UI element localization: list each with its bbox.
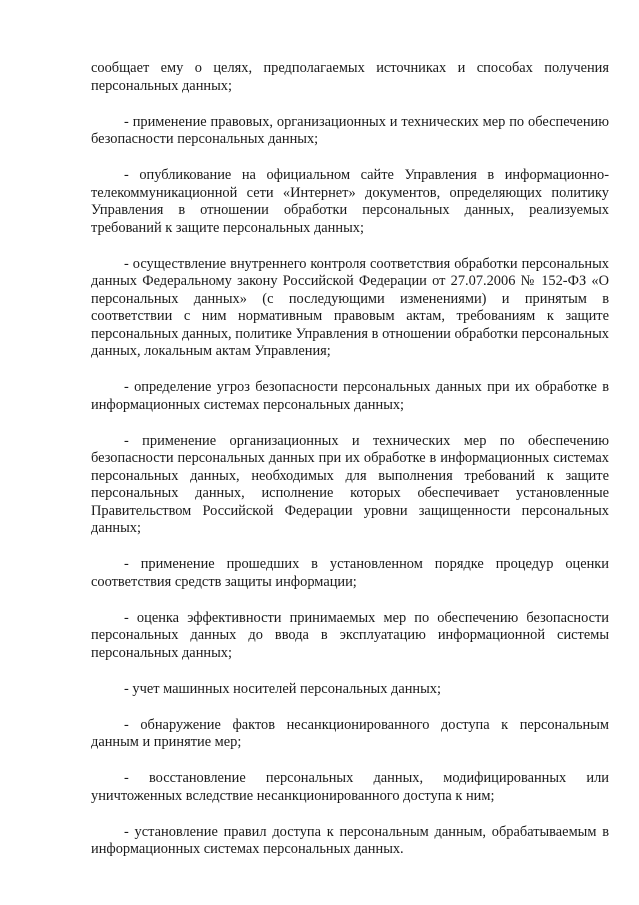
list-item-unauthorized-access-detection: - обнаружение фактов несанкционированного доступа к персональным данным и принятие мер; — [91, 716, 609, 750]
list-item-effectiveness-evaluation: - оценка эффективности принимаемых мер по обеспечению безопасности персональных данных до ввода в эксплуатацию информационной системы персональных данных; — [91, 609, 609, 661]
list-item-legal-measures: - применение правовых, организационных и технических мер по обеспечению безопасности персональных данных; — [91, 113, 609, 147]
list-item-internal-control: - осуществление внутреннего контроля соответствия обработки персональных данных Федеральному закону Российской Федерации от 27.07.2006 № 152-ФЗ «О персональных данных» (с последующими изменениями) и принятым в соответствии с ним нормативным правовым актам, требованиям к защите персональных данных, политике Управления в отношении обработки персональных данных, локальным актам Управления; — [91, 255, 609, 359]
list-item-conformity-procedures: - применение прошедших в установленном порядке процедур оценки соответствия средств защиты информации; — [91, 556, 609, 590]
document-body — [91, 60, 609, 877]
list-item-data-recovery: - восстановление персональных данных, модифицированных или уничтоженных вследствие несанкционированного доступа к ним; — [91, 770, 609, 804]
list-item-threat-assessment: - определение угроз безопасности персональных данных при их обработке в информационных системах персональных данных; — [91, 379, 609, 413]
paragraph-continuation: сообщает ему о целях, предполагаемых источниках и способах получения персональных данных; — [91, 60, 609, 94]
list-item-security-measures: - применение организационных и технических мер по обеспечению безопасности персональных данных при их обработке в информационных системах персональных данных, необходимых для выполнения требований к защите персональных данных, исполнение которых обеспечивает установленные Правительством Российской Федерации уровни защищенности персональных данных; — [91, 432, 609, 536]
list-item-publication: - опубликование на официальном сайте Управления в информационно-телекоммуникационной сети «Интернет» документов, определяющих политику Управления в отношении обработки персональных данных, реализуемых требований к защите персональных данных; — [91, 167, 609, 236]
list-item-access-rules: - установление правил доступа к персональным данным, обрабатываемым в информационных системах персональных данных. — [91, 823, 609, 857]
list-item-media-accounting: - учет машинных носителей персональных данных; — [124, 680, 441, 697]
